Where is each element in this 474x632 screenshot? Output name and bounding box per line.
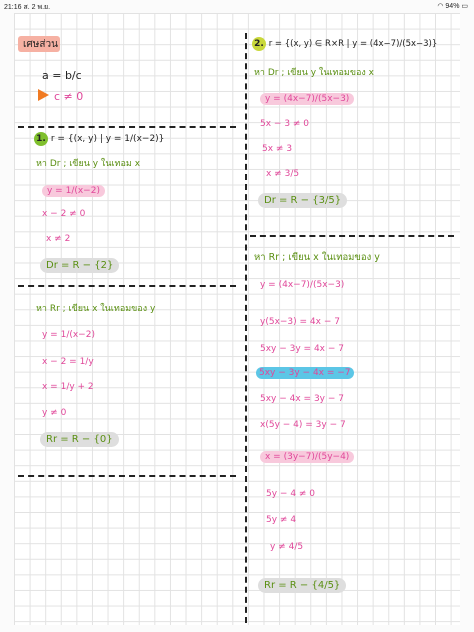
p1-range-step-3: x = 1/y + 2 bbox=[42, 382, 94, 392]
p2-range-step-6: x(5y − 4) = 3y − 7 bbox=[260, 420, 346, 430]
p2-domain-answer: Dr = R − {3/5} bbox=[258, 196, 347, 206]
p2-range-step-4: 5xy − 3y − 4x = −7 bbox=[256, 369, 354, 378]
problem2-number: 2. bbox=[252, 37, 266, 51]
fraction-condition: c ≠ 0 bbox=[54, 90, 84, 103]
divider-4 bbox=[250, 235, 454, 237]
battery-icon: ▭ bbox=[461, 3, 468, 10]
p1-range-answer: Rr = R − {0} bbox=[40, 435, 119, 445]
p2-domain-heading: หา Dr ; เขียน y ในเทอมของ x bbox=[254, 68, 374, 78]
p1-domain-step-1: y = 1/(x−2) bbox=[42, 187, 105, 196]
p2-range-step-2: y(5x−3) = 4x − 7 bbox=[260, 317, 340, 327]
p2-range-step-8: 5y − 4 ≠ 0 bbox=[266, 489, 316, 499]
p1-range-heading: หา Rr ; เขียน x ในเทอมของ y bbox=[36, 304, 156, 314]
divider-2 bbox=[18, 285, 236, 287]
p2-range-heading: หา Rr ; เขียน x ในเทอมของ y bbox=[254, 252, 380, 263]
intro-title: เศษส่วน bbox=[23, 39, 58, 50]
p1-range-step-1: y = 1/(x−2) bbox=[42, 330, 95, 340]
p1-range-step-4: y ≠ 0 bbox=[42, 408, 67, 418]
p2-range-step-7: x = (3y−7)/(5y−4) bbox=[260, 453, 354, 462]
p2-range-step-5: 5xy − 4x = 3y − 7 bbox=[260, 394, 344, 404]
p2-range-answer: Rr = R − {4/5} bbox=[258, 581, 346, 591]
p2-range-step-3: 5xy − 3y = 4x − 7 bbox=[260, 344, 344, 354]
status-bar bbox=[0, 0, 474, 12]
divider-3 bbox=[18, 475, 236, 477]
problem1-number: 1. bbox=[34, 132, 48, 146]
p1-domain-heading: หา Dr ; เขียน y ในเทอม x bbox=[36, 159, 141, 169]
p2-range-step-1: y = (4x−7)/(5x−3) bbox=[260, 280, 345, 290]
p1-range-step-2: x − 2 = 1/y bbox=[42, 357, 94, 367]
p1-domain-answer: Dr = R − {2} bbox=[40, 261, 119, 271]
fraction-definition: a = b/c bbox=[42, 69, 82, 82]
p2-range-step-9: 5y ≠ 4 bbox=[266, 515, 297, 525]
status-time: 21:16 ส. 2 พ.ย. bbox=[4, 4, 51, 11]
problem1-relation: r = {(x, y) | y = 1/(x−2)} bbox=[50, 134, 165, 144]
problem2-header bbox=[252, 37, 437, 51]
p2-domain-step-3: 5x ≠ 3 bbox=[262, 144, 293, 154]
battery-indicator: ◠ 94% ▭ bbox=[437, 3, 468, 10]
problem2-relation: r = {(x, y) ∈ R×R | y = (4x−7)/(5x−3)} bbox=[268, 39, 438, 49]
p2-domain-step-4: x ≠ 3/5 bbox=[266, 169, 300, 179]
vertical-divider bbox=[245, 33, 247, 623]
p1-domain-step-3: x ≠ 2 bbox=[46, 234, 71, 244]
note-page[interactable] bbox=[14, 13, 460, 625]
wifi-icon: ◠ bbox=[437, 3, 444, 10]
p2-domain-step-1: y = (4x−7)/(5x−3) bbox=[260, 95, 354, 104]
p1-domain-step-2: x − 2 ≠ 0 bbox=[42, 209, 86, 219]
divider-1 bbox=[18, 126, 236, 128]
p2-domain-step-2: 5x − 3 ≠ 0 bbox=[260, 119, 310, 129]
arrow-icon bbox=[38, 89, 49, 101]
problem1-header bbox=[34, 132, 164, 146]
p2-range-step-10: y ≠ 4/5 bbox=[270, 542, 304, 552]
